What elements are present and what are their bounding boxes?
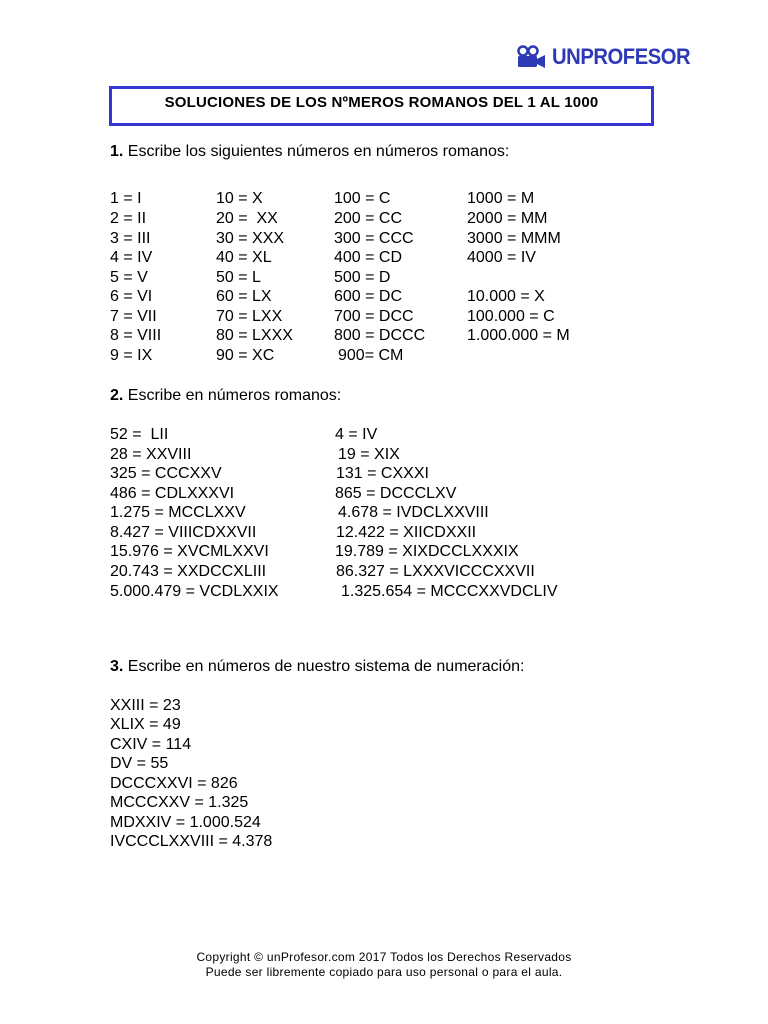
- conversion-entry: 200 = CC: [334, 210, 403, 227]
- section-1-heading-text: Escribe los siguientes números en números romanos:: [127, 143, 510, 160]
- logo-text: UNPROFESOR: [552, 44, 691, 69]
- conversion-entry: 80 = LXXX: [216, 327, 293, 344]
- conversion-entry: 15.976 = XVCMLXXVI: [110, 543, 269, 560]
- section-3-number: 3.: [110, 658, 124, 675]
- conversion-entry: 2000 = MM: [467, 210, 548, 227]
- conversion-entry: 600 = DC: [334, 288, 403, 305]
- conversion-entry: 19 = XIX: [338, 446, 400, 463]
- conversion-entry: DV = 55: [110, 755, 169, 772]
- unprofesor-logo: [516, 44, 702, 70]
- conversion-entry: 500 = D: [334, 269, 391, 286]
- conversion-entry: DCCCXXVI = 826: [110, 775, 238, 792]
- conversion-entry: 5 = V: [110, 269, 148, 286]
- conversion-entry: 20.743 = XXDCCXLIII: [110, 563, 267, 580]
- conversion-entry: 10 = X: [216, 190, 263, 207]
- conversion-entry: 28 = XXVIII: [110, 446, 192, 463]
- conversion-entry: 300 = CCC: [334, 230, 414, 247]
- conversion-entry: 1.000.000 = M: [467, 327, 570, 344]
- conversion-entry: 865 = DCCCLXV: [335, 485, 457, 502]
- title-box: [109, 86, 654, 126]
- conversion-entry: 4 = IV: [335, 426, 378, 443]
- conversion-entry: 3000 = MMM: [467, 230, 561, 247]
- conversion-entry: 19.789 = XIXDCCLXXXIX: [335, 543, 519, 560]
- conversion-entry: 486 = CDLXXXVI: [110, 485, 235, 502]
- conversion-entry: 86.327 = LXXXVICCCXXVII: [336, 563, 535, 580]
- section-2-number: 2.: [110, 387, 124, 404]
- conversion-entry: 52 = LII: [110, 426, 169, 443]
- section-1-number: 1.: [110, 143, 124, 160]
- conversion-entry: 131 = CXXXI: [336, 465, 429, 482]
- conversion-entry: 9 = IX: [110, 347, 153, 364]
- conversion-entry: 10.000 = X: [467, 288, 545, 305]
- conversion-entry: 12.422 = XIICDXXII: [336, 524, 477, 541]
- conversion-entry: 6 = VI: [110, 288, 153, 305]
- conversion-entry: 7 = VII: [110, 308, 157, 325]
- usage-notice: Puede ser libremente copiado para uso personal o para el aula.: [205, 965, 563, 979]
- section-2-heading: [110, 386, 341, 405]
- conversion-entry: CXIV = 114: [110, 736, 192, 753]
- conversion-entry: 8.427 = VIIICDXXVII: [110, 524, 257, 541]
- conversion-entry: 8 = VIII: [110, 327, 162, 344]
- conversion-entry: 1.275 = MCCLXXV: [110, 504, 246, 521]
- section-3-heading: [110, 657, 524, 676]
- conversion-entry: MCCCXXV = 1.325: [110, 794, 249, 811]
- conversion-entry: 50 = L: [216, 269, 261, 286]
- conversion-entry: 325 = CCCXXV: [110, 465, 222, 482]
- conversion-entry: 90 = XC: [216, 347, 275, 364]
- conversion-entry: 3 = III: [110, 230, 151, 247]
- section-1-heading: [110, 142, 509, 161]
- section-2-heading-text: Escribe en números romanos:: [127, 387, 342, 404]
- conversion-entry: 40 = XL: [216, 249, 272, 266]
- conversion-entry: 900= CM: [338, 347, 404, 364]
- conversion-entry: 800 = DCCC: [334, 327, 426, 344]
- conversion-entry: 100.000 = C: [467, 308, 555, 325]
- camera-icon: [516, 45, 546, 69]
- conversion-entry: 100 = C: [334, 190, 391, 207]
- conversion-entry: 70 = LXX: [216, 308, 283, 325]
- page-title: SOLUCIONES DE LOS NºMEROS ROMANOS DEL 1 AL 1000: [164, 93, 599, 111]
- conversion-entry: 4 = IV: [110, 249, 153, 266]
- conversion-entry: 2 = II: [110, 210, 147, 227]
- section-3-heading-text: Escribe en números de nuestro sistema de numeración:: [127, 658, 525, 675]
- conversion-entry: XLIX = 49: [110, 716, 181, 733]
- conversion-entry: 1000 = M: [467, 190, 535, 207]
- conversion-entry: 5.000.479 = VCDLXXIX: [110, 583, 279, 600]
- conversion-entry: 30 = XXX: [216, 230, 285, 247]
- copyright-notice: Copyright © unProfesor.com 2017 Todos los Derechos Reservados: [196, 950, 572, 964]
- conversion-entry: 700 = DCC: [334, 308, 414, 325]
- conversion-entry: 4.678 = IVDCLXXVIII: [338, 504, 489, 521]
- conversion-entry: 20 = XX: [216, 210, 278, 227]
- conversion-entry: 1 = I: [110, 190, 142, 207]
- conversion-entry: 1.325.654 = MCCCXXVDCLIV: [341, 583, 558, 600]
- conversion-entry: 60 = LX: [216, 288, 272, 305]
- conversion-entry: MDXXIV = 1.000.524: [110, 814, 261, 831]
- conversion-entry: 400 = CD: [334, 249, 403, 266]
- conversion-entry: 4000 = IV: [467, 249, 536, 266]
- conversion-entry: IVCCCLXXVIII = 4.378: [110, 833, 273, 850]
- conversion-entry: XXIII = 23: [110, 697, 181, 714]
